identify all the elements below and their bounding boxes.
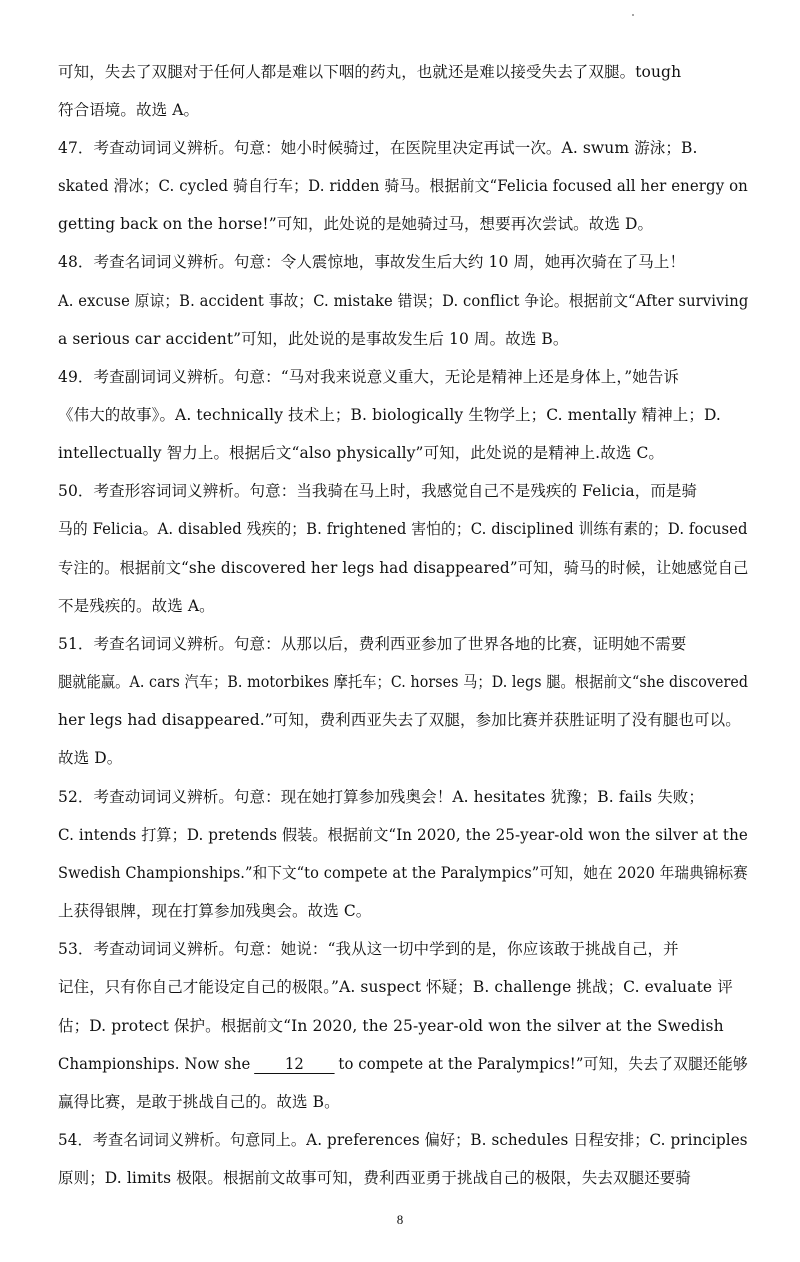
text-line: 47．考查动词词义辨析。句意：她小时候骑过，在医院里决定再试一次。A. swum 游泳；B. [58,139,698,157]
text-line: 估；D. protect 保护。根据前文“In 2020, the 25-year-old won the silver at the Swedish [58,1017,724,1035]
text-line: her legs had disappeared.”可知，费利西亚失去了双腿，参加比赛并获胜证明了没有腿也可以。 [58,711,741,729]
text-line: skated 滑冰；C. cycled 骑自行车；D. ridden 骑马。根据前文“Felicia focused all her energy on [58,177,748,195]
text-line: 49．考查副词词义辨析。句意：“马对我来说意义重大，无论是精神上还是身体上，”她告诉 [58,368,680,386]
text-line: a serious car accident”可知，此处说的是事故发生后 10 周。故选 B。 [58,330,569,348]
text-line: Swedish Championships.”和下文“to compete at the Paralympics”可知，她在 2020 年瑞典锦标赛 [58,864,748,882]
text-line: 符合语境。故选 A。 [58,101,200,119]
text-line: 《伟大的故事》。A. technically 技术上；B. biologically 生物学上；C. mentally 精神上；D. [58,406,721,424]
text-line: 可知，失去了双腿对于任何人都是难以下咽的药丸，也就还是难以接受失去了双腿。tough [58,63,682,81]
blank-line-before: Championships. Now she [58,1055,251,1073]
blank-line-after: to compete at the Paralympics!”可知，失去了双腿还能够 [338,1055,748,1073]
text-line: 48．考查名词词义辨析。句意：令人震惊地，事故发生后大约 10 周，她再次骑在了马上！ [58,253,686,271]
answer-blank: 12 [254,1055,334,1074]
text-line: C. intends 打算；D. pretends 假装。根据前文“In 2020, the 25-year-old won the silver at the [58,826,748,844]
text-line: intellectually 智力上。根据后文“also physically”可知，此处说的是精神上.故选 C。 [58,444,665,462]
text-line: 不是残疾的。故选 A。 [58,597,215,615]
text-line: 51．考查名词词义辨析。句意：从那以后，费利西亚参加了世界各地的比赛，证明她不需要 [58,635,687,653]
text-line: 54．考查名词词义辨析。句意同上。A. preferences 偏好；B. schedules 日程安排；C. principles [58,1131,748,1149]
scan-dot [632,14,634,16]
text-line: A. excuse 原谅；B. accident 事故；C. mistake 错误；D. conflict 争论。根据前文“After surviving [58,292,749,310]
text-line: getting back on the horse!”可知，此处说的是她骑过马，想要再次尝试。故选 D。 [58,215,654,233]
text-line: 腿就能赢。A. cars 汽车；B. motorbikes 摩托车；C. horses 马；D. legs 腿。根据前文“she discovered [58,673,749,691]
text-line: 记住，只有你自己才能设定自己的极限。”A. suspect 怀疑；B. challenge 挑战；C. evaluate 评 [58,978,733,996]
text-line: 50．考查形容词词义辨析。句意：当我骑在马上时，我感觉自己不是残疾的 Felicia，而是骑 [58,482,698,500]
page-number: 8 [396,1212,404,1227]
text-line: 专注的。根据前文“she discovered her legs had disappeared”可知，骑马的时候，让她感觉自己 [58,559,749,577]
text-line: 马的 Felicia。A. disabled 残疾的；B. frightened 害怕的；C. disciplined 训练有素的；D. focused [58,520,748,538]
text-line: 赢得比赛，是敢于挑战自己的。故选 B。 [58,1093,340,1111]
text-line: 上获得银牌，现在打算参加残奥会。故选 C。 [58,902,372,920]
text-line: 52．考查动词词义辨析。句意：现在她打算参加残奥会！A. hesitates 犹豫；B. fails 失败； [58,788,705,806]
text-line: 原则；D. limits 极限。根据前文故事可知，费利西亚勇于挑战自己的极限，失去双腿还要骑 [58,1169,692,1187]
text-line: 53．考查动词词义辨析。句意：她说：“我从这一切中学到的是，你应该敢于挑战自己，并 [58,940,679,958]
text-line: 故选 D。 [58,749,123,767]
text-line-with-blank [58,1054,748,1074]
